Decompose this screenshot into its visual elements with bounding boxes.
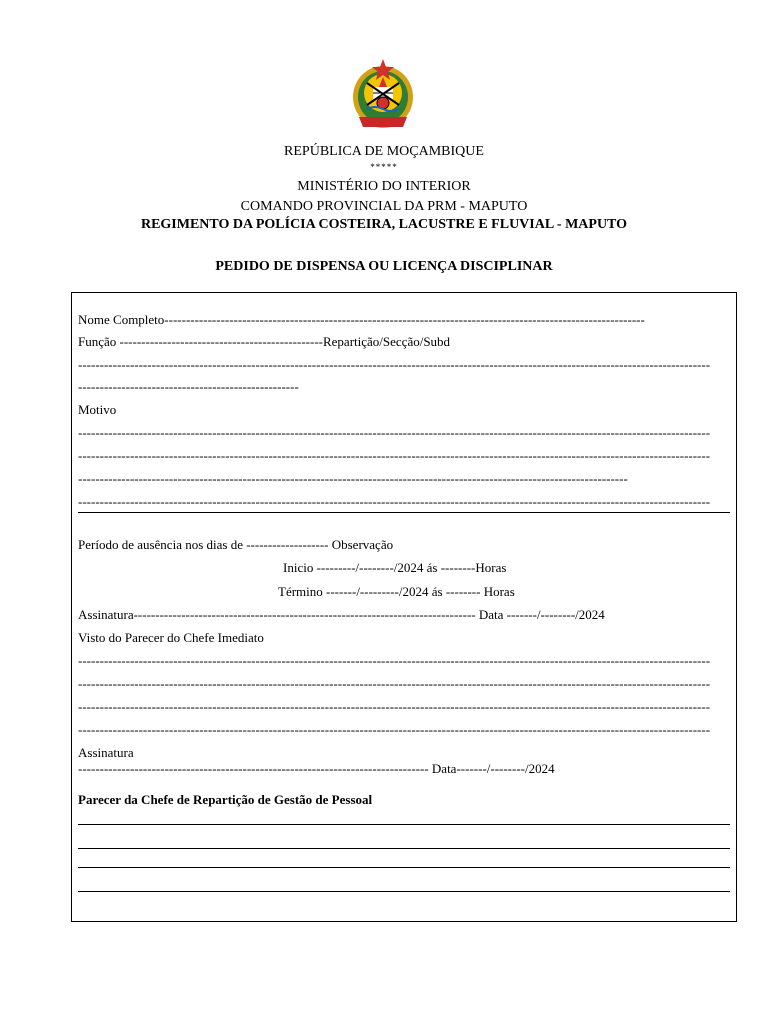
regiment-heading: REGIMENTO DA POLÍCIA COSTEIRA, LACUSTRE E FLUVIAL - MAPUTO (140, 217, 628, 232)
motivo-line-partial[interactable]: ------------------------------------------------------------------------------------------------------------------------------- (78, 471, 628, 486)
motivo-line[interactable]: -------------------------------------------------------------------------------------------------------------------------------------------------- (78, 494, 711, 509)
termino-field[interactable]: Término -------/---------/2024 ás -------- Horas (278, 584, 515, 599)
visto-line[interactable]: -------------------------------------------------------------------------------------------------------------------------------------------------- (78, 676, 711, 691)
motivo-label: Motivo (78, 402, 117, 417)
parecer-line[interactable] (78, 824, 730, 825)
form-title: PEDIDO DE DISPENSA OU LICENÇA DISCIPLINAR (215, 259, 553, 274)
stars-separator: ***** (370, 162, 398, 172)
visto-line[interactable]: -------------------------------------------------------------------------------------------------------------------------------------------------- (78, 722, 711, 737)
periodo-field[interactable]: Período de ausência nos dias de ------------------- Observação (78, 537, 394, 552)
dash-line-short: --------------------------------------------------- (78, 379, 299, 394)
visto-line[interactable]: -------------------------------------------------------------------------------------------------------------------------------------------------- (78, 699, 711, 714)
parecer-line[interactable] (78, 867, 730, 868)
visto-label: Visto do Parecer do Chefe Imediato (78, 630, 264, 645)
motivo-line[interactable]: -------------------------------------------------------------------------------------------------------------------------------------------------- (78, 425, 711, 440)
parecer-label: Parecer da Chefe de Repartição de Gestão de Pessoal (78, 792, 373, 807)
parecer-line[interactable] (78, 848, 730, 849)
ministry-heading: MINISTÉRIO DO INTERIOR (297, 179, 471, 194)
republic-heading: REPÚBLICA DE MOÇAMBIQUE (284, 144, 484, 159)
nome-completo-field[interactable]: Nome Completo--------------------------------------------------------------------------------------------------------------- (78, 312, 645, 327)
assinatura-label: Assinatura (78, 745, 134, 760)
visto-line[interactable]: -------------------------------------------------------------------------------------------------------------------------------------------------- (78, 653, 711, 668)
command-heading: COMANDO PROVINCIAL DA PRM - MAPUTO (240, 199, 528, 214)
motivo-line[interactable]: -------------------------------------------------------------------------------------------------------------------------------------------------- (78, 448, 711, 463)
dash-line: -------------------------------------------------------------------------------------------------------------------------------------------------- (78, 357, 711, 372)
parecer-line[interactable] (78, 891, 730, 892)
inicio-field[interactable]: Inicio ---------/--------/2024 ás --------Horas (283, 560, 507, 575)
assinatura-data-field[interactable]: Assinatura------------------------------------------------------------------------------- Data -------/--------/2024 (78, 607, 605, 622)
national-emblem (345, 57, 421, 133)
section-divider (78, 512, 730, 513)
assinatura-data-field-2[interactable]: --------------------------------------------------------------------------------- Data-------/--------/2024 (78, 761, 555, 776)
funcao-field[interactable]: Função -----------------------------------------------Repartição/Secção/Subd (78, 334, 451, 349)
